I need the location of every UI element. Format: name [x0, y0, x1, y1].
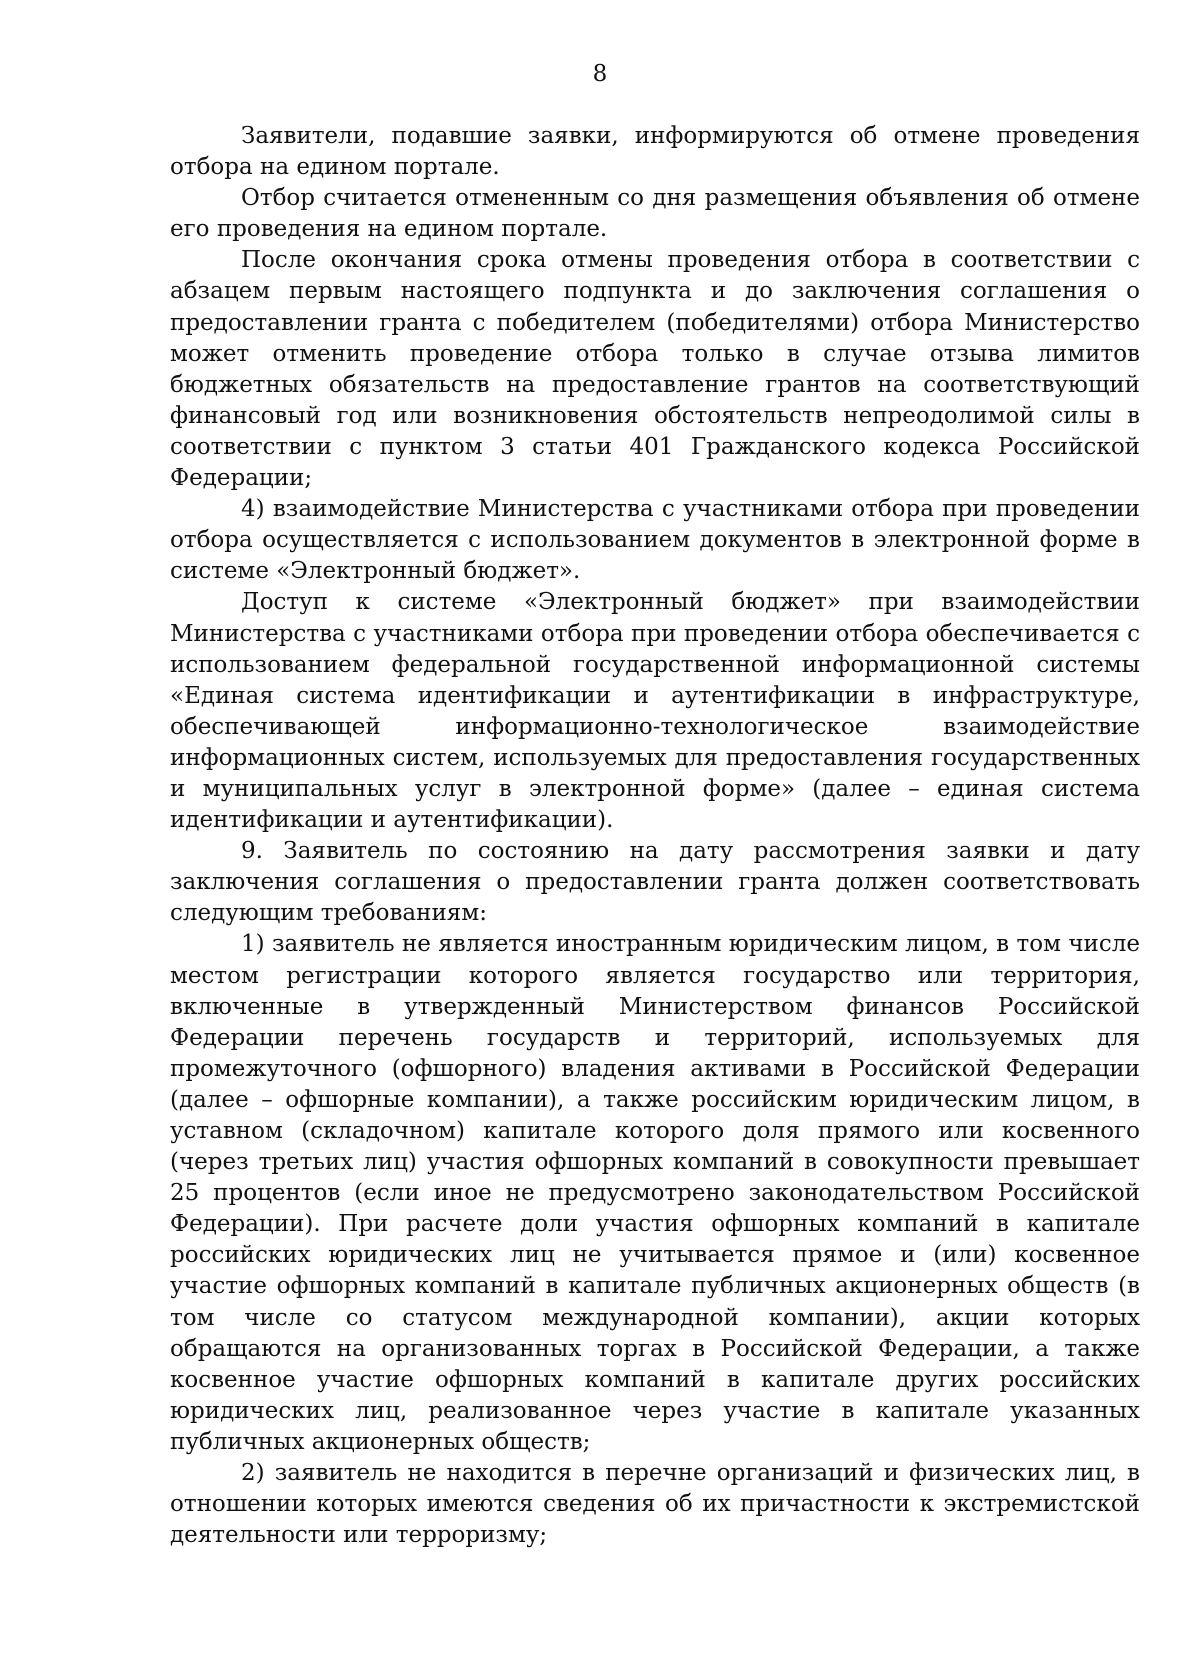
paragraph-system-access: Доступ к системе «Электронный бюджет» при взаимодействии Министерства с участниками отбора при проведении отбора обеспечивается с использованием федеральной государственной информационной системы «Единая система идентификации и аутентификации в инфраструктуре, обеспечивающей информационно-технологическое взаимодействие информационных систем, используемых для предоставления государственных и муниципальных услуг в электронной форме» (далее – единая система идентификации и аутентификации).: [170, 589, 1140, 834]
document-body: [170, 121, 1140, 1551]
paragraph-applicants-informed: Заявители, подавшие заявки, информируются об отмене проведения отбора на едином портале.: [170, 123, 1140, 181]
paragraph-item-4-electronic-budget: 4) взаимодействие Министерства с участниками отбора при проведении отбора осуществляется с использованием документов в электронной форме в системе «Электронный бюджет».: [170, 496, 1140, 585]
paragraph-requirement-2-extremism: 2) заявитель не находится в перечне организаций и физических лиц, в отношении которых имеются сведения об их причастности к экстремистской деятельности или терроризму;: [170, 1460, 1140, 1549]
page-number: 8: [592, 61, 608, 87]
paragraph-requirement-1-offshore: 1) заявитель не является иностранным юридическим лицом, в том числе местом регистрации которого является государство или территория, включенные в утвержденный Министерством финансов Российской Федерации перечень государств и территорий, используемых для промежуточного (офшорного) владения активами в Российской Федерации (далее – офшорные компании), а также российским юридическим лицом, в уставном (складочном) капитале которого доля прямого или косвенного (через третьих лиц) участия офшорных компаний в совокупности превышает 25 процентов (если иное не предусмотрено законодательством Российской Федерации). При расчете доли участия офшорных компаний в капитале российских юридических лиц не учитывается прямое и (или) косвенное участие офшорных компаний в капитале публичных акционерных обществ (в том числе со статусом международной компании), акции которых обращаются на организованных торгах в Российской Федерации, а также косвенное участие офшорных компаний в капитале других российских юридических лиц, реализованное через участие в капитале указанных публичных акционерных обществ;: [170, 931, 1140, 1455]
paragraph-selection-cancelled: Отбор считается отмененным со дня размещения объявления об отмене его проведения на едином портале.: [170, 185, 1140, 243]
paragraph-item-9-requirements: 9. Заявитель по состоянию на дату рассмотрения заявки и дату заключения соглашения о предоставлении гранта должен соответствовать следующим требованиям:: [170, 838, 1140, 927]
paragraph-cancellation-conditions: После окончания срока отмены проведения отбора в соответствии с абзацем первым настоящего подпункта и до заключения соглашения о предоставлении гранта с победителем (победителями) отбора Министерство может отменить проведение отбора только в случае отзыва лимитов бюджетных обязательств на предоставление грантов на соответствующий финансовый год или возникновения обстоятельств непреодолимой силы в соответствии с пунктом 3 статьи 401 Гражданского кодекса Российской Федерации;: [170, 247, 1140, 492]
